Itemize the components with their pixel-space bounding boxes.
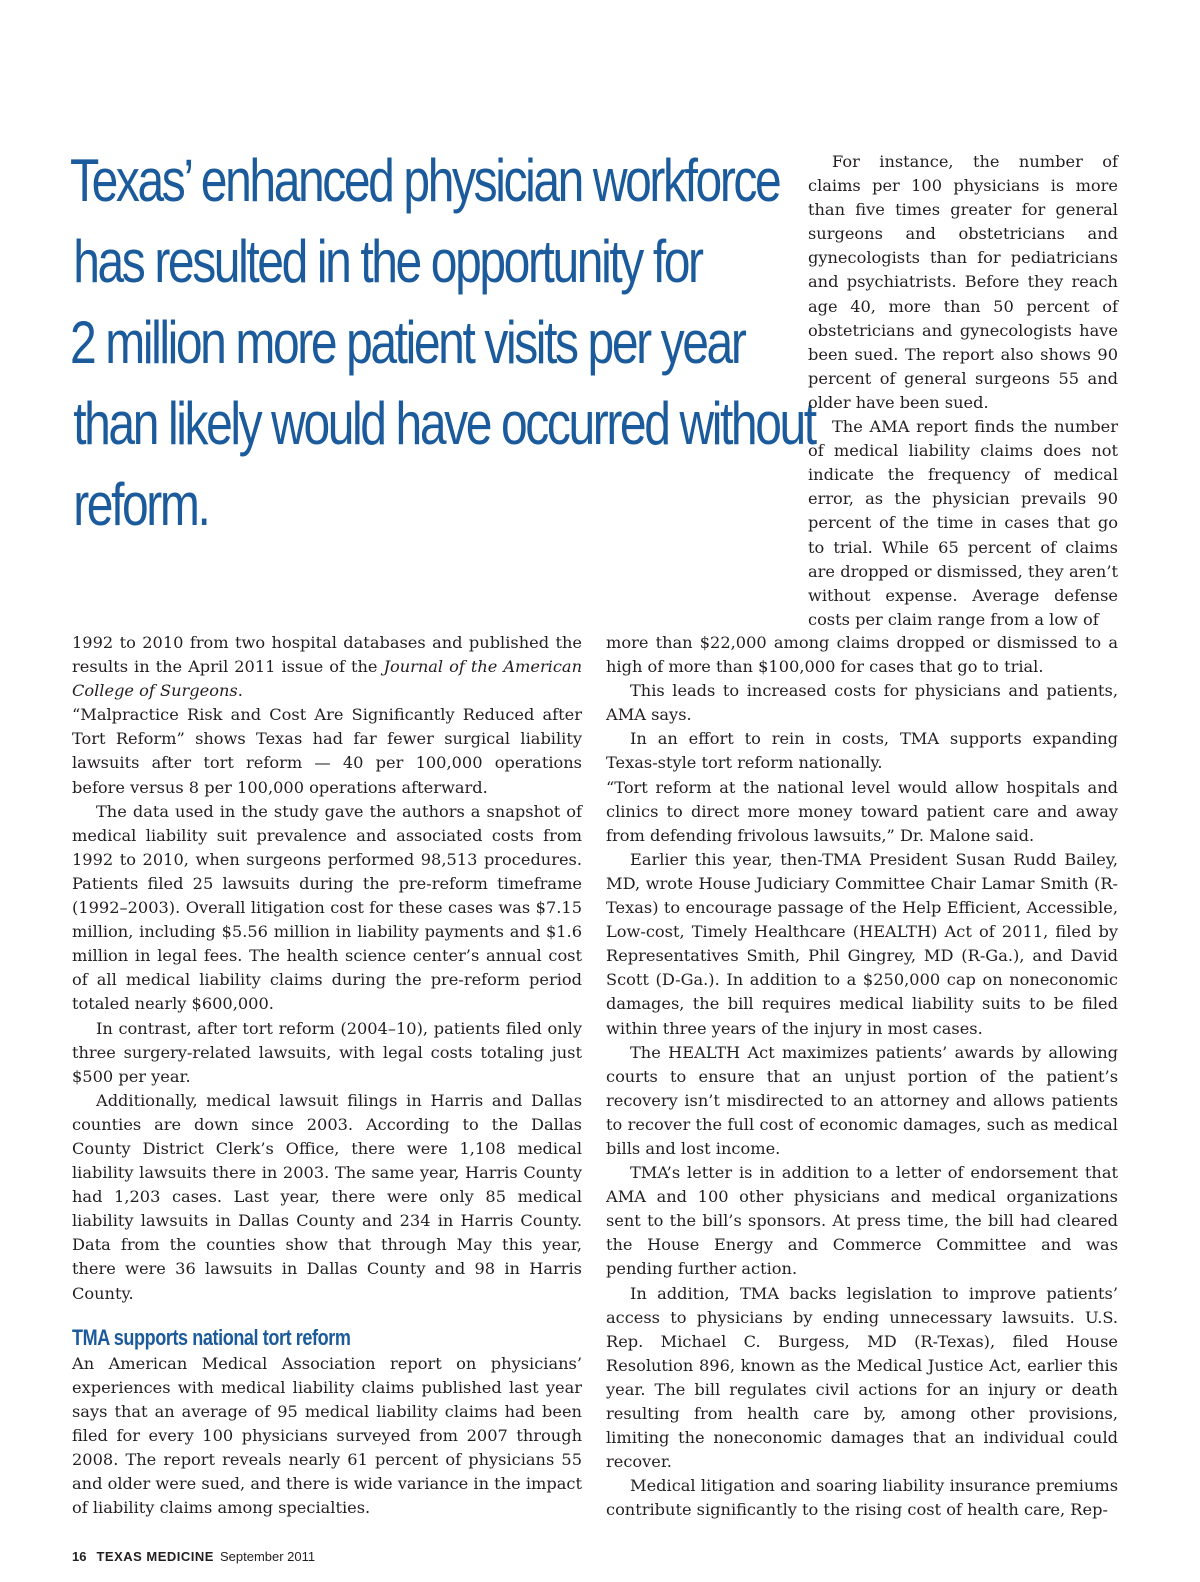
pull-quote-line: Texas’ enhanced physician workforce xyxy=(70,147,780,214)
pull-quote-line: 2 million more patient visits per year xyxy=(70,309,745,376)
body-paragraph: The AMA report finds the number of medical liability claims does not indicate the frequency of medical error, as the physician prevails 90 percent of the time in cases that go to trial. While 65 percent of claims are dropped or dismissed, they aren’t without expense. Average defense costs per claim range from a low of xyxy=(808,417,1118,629)
body-paragraph: Additionally, medical lawsuit filings in Harris and Dallas counties are down since 2003. According to the Dallas County District Clerk’s Office, there were 1,108 medical liability lawsuits there in 2003. The same year, Harris County had 1,203 cases. Last year, there were only 85 medical liability lawsuits in Dallas County and 234 in Harris County. Data from the counties show that through May this year, there were 36 lawsuits in Dallas County and 98 in Harris County. xyxy=(72,1090,582,1303)
body-paragraph: “Malpractice Risk and Cost Are Significantly Reduced after Tort Reform” shows Texas had far fewer surgical liability lawsuits after tort reform — 40 per 100,000 operations before versus 8 per 100,000 operations afterward. xyxy=(72,705,582,797)
right-column xyxy=(606,631,1118,1522)
body-text: . xyxy=(237,681,243,701)
pull-quote-line: reform. xyxy=(73,471,209,538)
journal-title: Journal of the American College of Surgeons xyxy=(72,657,582,701)
body-paragraph: In contrast, after tort reform (2004–10), patients filed only three surgery-related lawsuits, with legal costs totaling just $500 per year. xyxy=(72,1018,582,1086)
left-column xyxy=(72,631,582,1520)
body-paragraph: An American Medical Association report on physicians’ experiences with medical liability claims published last year says that an average of 95 medical liability claims had been filed for every 100 physicians surveyed from 2007 through 2008. The report reveals nearly 61 percent of physicians 55 and older were sued, and there is wide variance in the impact of liability claims among specialties. xyxy=(72,1353,582,1518)
pull-quote xyxy=(70,140,815,545)
body-paragraph: “Tort reform at the national level would allow hospitals and clinics to direct more money toward patient care and away from defending frivolous lawsuits,” Dr. Malone said. xyxy=(606,777,1118,845)
page-number: 16 xyxy=(72,1549,87,1564)
body-paragraph: Earlier this year, then-TMA President Susan Rudd Bailey, MD, wrote House Judiciary Committee Chair Lamar Smith (R-Texas) to encourage passage of the Help Efficient, Accessible, Low-cost, Timely Healthcare (HEALTH) Act of 2011, filed by Representatives Smith, Phil Gingrey, MD (R-Ga.), and David Scott (D-Ga.). In addition to a $250,000 cap on noneconomic damages, the bill requires medical liability suits to be filed within three years of the injury in most cases. xyxy=(606,849,1118,1038)
body-paragraph: The HEALTH Act maximizes patients’ awards by allowing courts to ensure that an unjust portion of the patient’s recovery isn’t misdirected to an attorney and allows patients to recover the full cost of economic damages, such as medical bills and lost income. xyxy=(606,1042,1118,1158)
magazine-name: TEXAS MEDICINE xyxy=(96,1549,214,1564)
body-paragraph: In addition, TMA backs legislation to improve patients’ access to physicians by ending unnecessary lawsuits. U.S. Rep. Michael C. Burgess, MD (R-Texas), filed House Resolution 896, known as the Medical Justice Act, earlier this year. The bill regulates civil actions for an injury or death resulting from health care by, among other provisions, limiting the noneconomic damages that an individual could recover. xyxy=(606,1283,1118,1472)
body-paragraph: TMA’s letter is in addition to a letter of endorsement that AMA and 100 other physicians and medical organizations sent to the bill’s sponsors. At press time, the bill had cleared the House Energy and Commerce Committee and was pending further action. xyxy=(606,1163,1118,1279)
body-paragraph: Medical litigation and soaring liability insurance premiums contribute significantly to the rising cost of health care, Rep- xyxy=(606,1476,1118,1520)
pull-quote-line: has resulted in the opportunity for xyxy=(73,228,702,295)
body-paragraph: In an effort to rein in costs, TMA supports expanding Texas-style tort reform nationally. xyxy=(606,729,1118,773)
body-paragraph: For instance, the number of claims per 100 physicians is more than five times greater for general surgeons and obstetricians and gynecologists than for pediatricians and psychiatrists. Before they reach age 40, more than 50 percent of obstetricians and gynecologists have been sued. The report also shows 90 percent of general surgeons 55 and older have been sued. xyxy=(808,152,1118,412)
body-paragraph: This leads to increased costs for physicians and patients, AMA says. xyxy=(606,681,1118,725)
page-footer xyxy=(72,1549,315,1564)
body-paragraph: more than $22,000 among claims dropped or dismissed to a high of more than $100,000 for cases that go to trial. xyxy=(606,633,1118,677)
pull-quote-line: than likely would have occurred without xyxy=(73,390,815,457)
section-subhead: TMA supports national tort reform xyxy=(72,1324,351,1350)
body-paragraph xyxy=(72,631,582,703)
body-text: 1992 to 2010 from two hospital databases and published the results in the April 2011 issue of the xyxy=(72,633,582,677)
issue-date: September 2011 xyxy=(219,1549,316,1564)
right-top-column xyxy=(808,150,1118,632)
body-paragraph: The data used in the study gave the authors a snapshot of medical liability suit prevalence and associated costs from 1992 to 2010, when surgeons performed 98,513 procedures. Patients filed 25 lawsuits during the pre-reform timeframe (1992–2003). Overall litigation cost for these cases was $7.15 million, including $5.56 million in liability payments and $1.6 million in legal fees. The health science center’s annual cost of all medical liability claims during the pre-reform period totaled nearly $600,000. xyxy=(72,801,582,1014)
